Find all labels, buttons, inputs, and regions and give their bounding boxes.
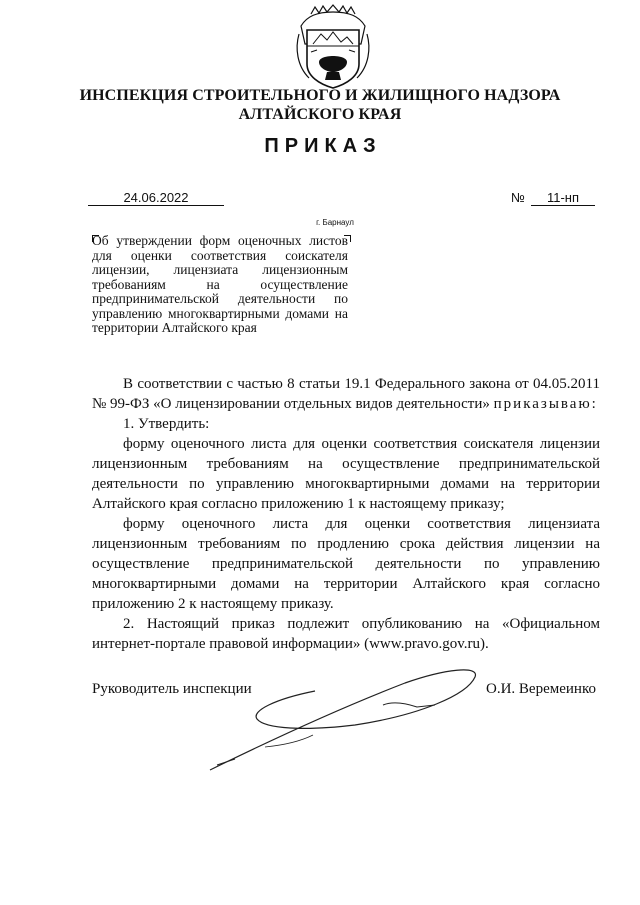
organization-name xyxy=(60,86,580,124)
item-1: 1. Утвердить: xyxy=(123,416,210,432)
item-1-form-1: форму оценочного листа для оценки соответствия соискателя лицензии лицензионным требованиям на осуществление предпринимательской деятельности по управлению многоквартирными домами на территории Алтайского края согласно приложению 1 к настоящему приказу; xyxy=(92,436,600,512)
order-word: приказываю: xyxy=(493,396,598,412)
organization-name-line2: АЛТАЙСКОГО КРАЯ xyxy=(238,106,402,123)
order-subject: Об утверждении форм оценочных листов для оценки соответствия соискателя лицензии, лицензиата лицензионным требованиям на осуществление предпринимательской деятельности по управлению многоквартирными домами на территории Алтайского края xyxy=(92,233,348,335)
signatory-name: О.И. Веремеинко xyxy=(486,681,596,697)
order-number: 11-нп xyxy=(531,190,595,206)
order-city: г. Барнаул xyxy=(316,218,354,227)
order-date: 24.06.2022 xyxy=(88,190,224,206)
signatory-position: Руководитель инспекции xyxy=(92,681,252,697)
document-type-title: ПРИКАЗ xyxy=(264,135,382,157)
item-2: 2. Настоящий приказ подлежит опубликованию на «Официальном интернет-портале правовой информации» (www.pravo.gov.ru). xyxy=(92,616,600,652)
intro-text: В соответствии с частью 8 статьи 19.1 Федерального закона от 04.05.2011 № 99-ФЗ «О лицензировании отдельных видов деятельности» xyxy=(92,376,600,412)
handwritten-signature xyxy=(205,655,505,775)
organization-name-line1: ИНСПЕКЦИЯ СТРОИТЕЛЬНОГО И ЖИЛИЩНОГО НАДЗОРА xyxy=(79,87,561,104)
order-number-label: № xyxy=(511,190,525,205)
item-1-form-2: форму оценочного листа для оценки соответствия лицензиата лицензионным требованиям по продлению срока действия лицензии на осуществление предпринимательской деятельности по управлению многоквартирными домами на территории Алтайского края согласно приложению 2 к настоящему приказу. xyxy=(92,516,600,612)
intro-paragraph xyxy=(92,374,600,414)
coat-of-arms-emblem xyxy=(293,4,373,92)
subject-block xyxy=(92,234,348,336)
order-body xyxy=(92,374,600,654)
